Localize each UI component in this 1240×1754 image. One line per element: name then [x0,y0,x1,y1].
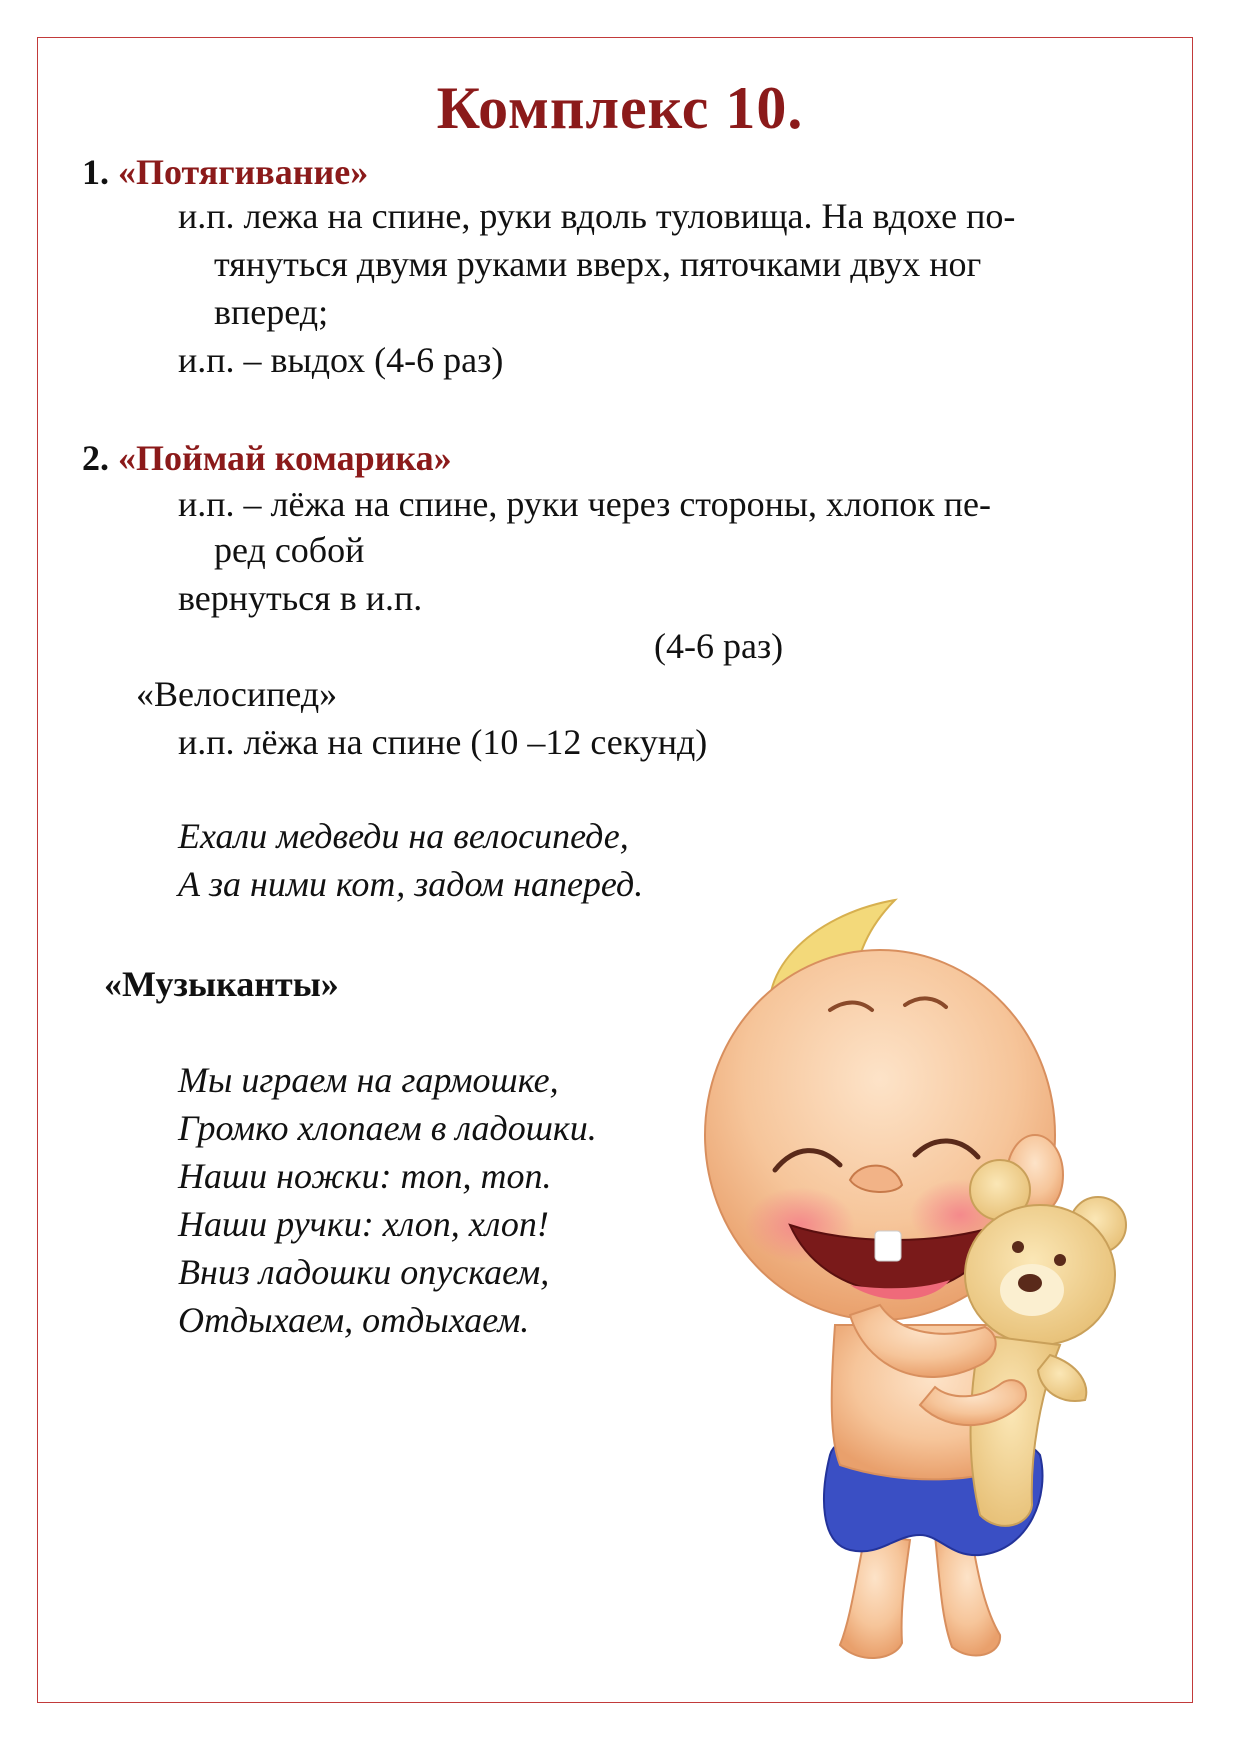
page-title: Комплекс 10. [436,75,804,141]
exercise-4-poem-line-6: Отдыхаем, отдыхаем. [178,1300,530,1340]
exercise-2-heading [82,436,452,480]
exercise-2-name: «Поймай комарика» [118,438,452,478]
exercise-3-poem-line-2: А за ними кот, задом наперед. [178,864,644,904]
exercise-4-poem-line-4: Наши ручки: хлоп, хлоп! [178,1204,549,1244]
exercise-2-repeat: (4-6 раз) [654,626,784,666]
exercise-1-number: 1. [82,152,109,192]
exercise-3-line-1: и.п. лёжа на спине (10 –12 секунд) [178,722,708,762]
exercise-2-line-2: ред собой [214,530,365,570]
exercise-4-name: «Музыканты» [104,964,339,1004]
exercise-4-poem-line-1: Мы играем на гармошке, [178,1060,559,1100]
exercise-1-line-1: и.п. лежа на спине, руки вдоль туловища. На вдохе по- [178,196,1016,236]
exercise-1-line-3: вперед; [214,292,329,332]
exercise-4-poem-line-5: Вниз ладошки опускаем, [178,1252,550,1292]
exercise-4-poem-line-2: Громко хлопаем в ладошки. [178,1108,597,1148]
exercise-4-poem-line-3: Наши ножки: топ, топ. [178,1156,552,1196]
exercise-3-poem-line-1: Ехали медведи на велосипеде, [178,816,629,856]
exercise-2-line-1: и.п. – лёжа на спине, руки через стороны, хлопок пе- [178,484,991,524]
exercise-3-name: «Велосипед» [136,674,338,714]
baby-with-teddy-bear-icon [680,895,1160,1675]
exercise-1-heading [82,150,368,194]
exercise-1-line-2: тянуться двумя руками вверх, пяточками двух ног [214,244,982,284]
exercise-1-name: «Потягивание» [118,152,369,192]
exercise-1-line-4: и.п. – выдох (4-6 раз) [178,340,504,380]
exercise-2-line-3: вернуться в и.п. [178,578,423,618]
exercise-2-number: 2. [82,438,109,478]
